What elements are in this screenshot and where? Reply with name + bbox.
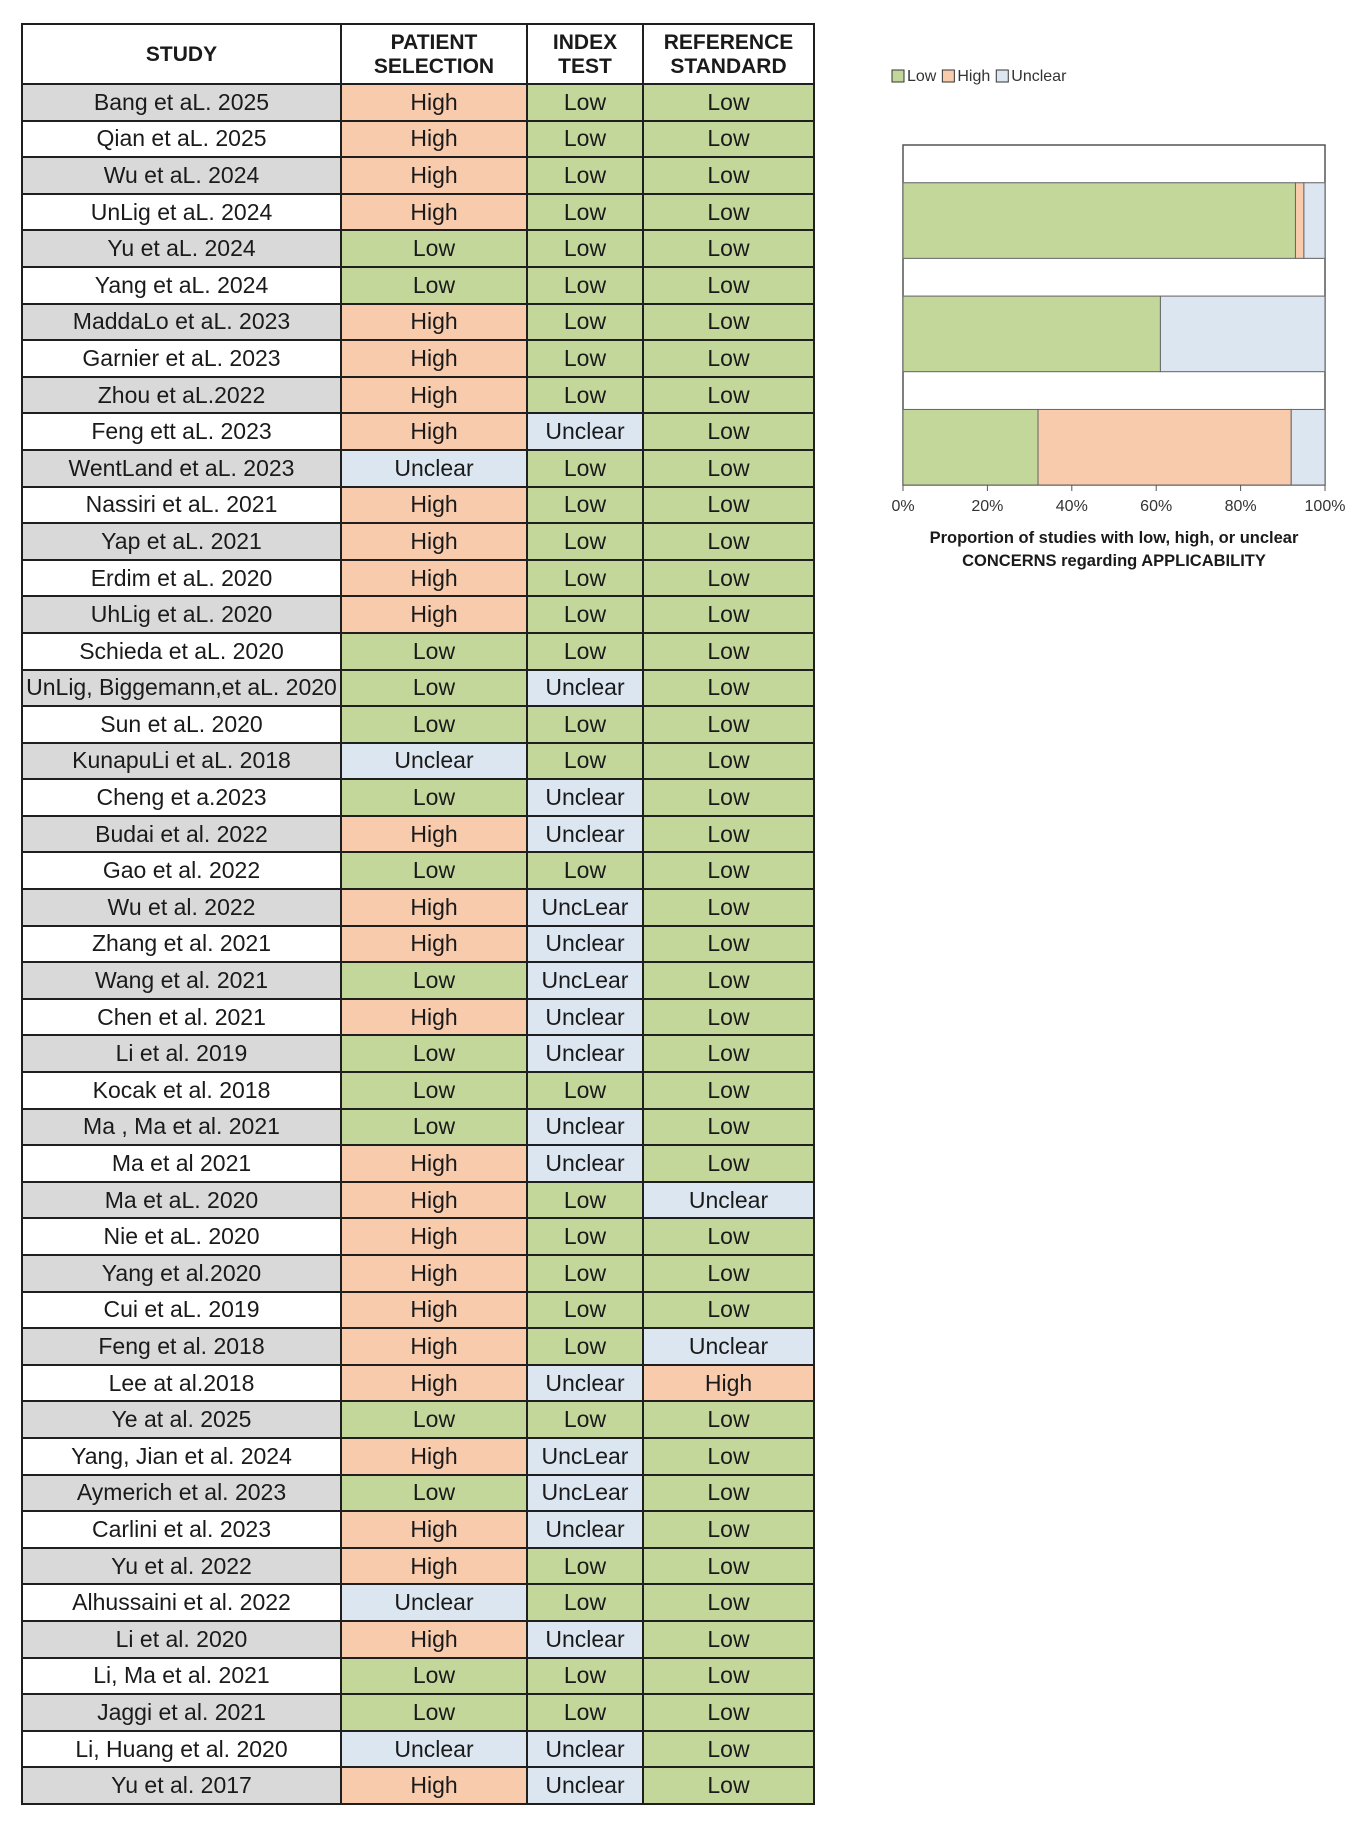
table-row [22,706,814,743]
reference-standard-cell: Low [643,1584,814,1621]
index-test-cell: Low [527,157,643,194]
table-row [22,1731,814,1768]
study-name-cell: Li et al. 2019 [22,1035,341,1072]
table-row [22,523,814,560]
table-row [22,926,814,963]
reference-standard-cell: Low [643,670,814,707]
patient-selection-cell: High [341,1621,527,1658]
reference-standard-cell: Low [643,121,814,158]
table-row [22,377,814,414]
study-name-cell: Nassiri et aL. 2021 [22,487,341,524]
table-row [22,304,814,341]
study-name-cell: Wu et aL. 2024 [22,157,341,194]
x-tick-label: 20% [971,498,1004,515]
study-name-cell: Yang et al.2020 [22,1255,341,1292]
reference-standard-cell: Low [643,999,814,1036]
reference-standard-cell: Low [643,889,814,926]
table-row [22,1694,814,1731]
patient-selection-cell: High [341,523,527,560]
bar-segment-unclear [1304,183,1325,259]
index-test-cell: Low [527,487,643,524]
table-row [22,1035,814,1072]
patient-selection-cell: High [341,1218,527,1255]
index-test-cell: Low [527,377,643,414]
reference-standard-cell: Low [643,1035,814,1072]
patient-selection-cell: High [341,1292,527,1329]
table-row [22,1182,814,1219]
patient-selection-cell: Low [341,670,527,707]
index-test-cell: UncLear [527,889,643,926]
index-test-cell: Low [527,706,643,743]
legend-label-unclear: Unclear [1011,68,1067,85]
reference-standard-cell: Low [643,706,814,743]
reference-standard-cell: Low [643,1292,814,1329]
bar-segment-low [903,409,1038,485]
study-name-cell: Wu et al. 2022 [22,889,341,926]
reference-standard-cell: Low [643,1145,814,1182]
table-row [22,1072,814,1109]
patient-selection-cell: High [341,1365,527,1402]
study-name-cell: Yap et aL. 2021 [22,523,341,560]
table-row [22,1401,814,1438]
legend-swatch-unclear [996,70,1008,82]
table-row [22,816,814,853]
table-row [22,1328,814,1365]
bar-segment-high [1038,409,1291,485]
reference-standard-cell: Low [643,84,814,121]
index-test-cell: Unclear [527,816,643,853]
header-row [22,24,814,84]
reference-standard-cell: Low [643,1109,814,1146]
applicability-chart [880,60,1350,580]
bar-segment-low [903,183,1295,259]
reference-standard-cell: Low [643,1511,814,1548]
header-reference-standard: REFERENCE STANDARD [643,24,814,84]
patient-selection-cell: Low [341,1694,527,1731]
patient-selection-cell: Low [341,852,527,889]
patient-selection-cell: Unclear [341,743,527,780]
study-name-cell: Ma , Ma et al. 2021 [22,1109,341,1146]
patient-selection-cell: Unclear [341,1584,527,1621]
patient-selection-cell: High [341,1548,527,1585]
study-name-cell: Feng ett aL. 2023 [22,413,341,450]
patient-selection-cell: Low [341,706,527,743]
table-row [22,779,814,816]
index-test-cell: Low [527,1658,643,1695]
study-name-cell: Qian et aL. 2025 [22,121,341,158]
study-name-cell: Garnier et aL. 2023 [22,340,341,377]
header-index-test: INDEX TEST [527,24,643,84]
patient-selection-cell: High [341,1328,527,1365]
index-test-cell: Unclear [527,1621,643,1658]
study-name-cell: Yu et al. 2022 [22,1548,341,1585]
table-row [22,999,814,1036]
patient-selection-cell: Low [341,779,527,816]
reference-standard-cell: Low [643,1694,814,1731]
index-test-cell: Low [527,340,643,377]
table-row [22,487,814,524]
table-row [22,121,814,158]
reference-standard-cell: Low [643,962,814,999]
study-name-cell: Budai et al. 2022 [22,816,341,853]
table-row [22,1658,814,1695]
bar-segment-unclear [1291,409,1325,485]
table-row [22,1145,814,1182]
table-row [22,157,814,194]
study-name-cell: Ma et al 2021 [22,1145,341,1182]
study-name-cell: Yu et aL. 2024 [22,230,341,267]
study-name-cell: Kocak et al. 2018 [22,1072,341,1109]
index-test-cell: Low [527,560,643,597]
reference-standard-cell: Low [643,1548,814,1585]
index-test-cell: Low [527,1694,643,1731]
reference-standard-cell: Low [643,743,814,780]
table-row [22,1218,814,1255]
legend-swatch-high [942,70,954,82]
reference-standard-cell: Low [643,157,814,194]
reference-standard-cell: Low [643,560,814,597]
patient-selection-cell: High [341,560,527,597]
patient-selection-cell: High [341,1438,527,1475]
study-name-cell: Li et al. 2020 [22,1621,341,1658]
header-patient-selection: PATIENT SELECTION [341,24,527,84]
table-row [22,230,814,267]
index-test-cell: Low [527,84,643,121]
reference-standard-cell: Low [643,1767,814,1804]
study-name-cell: Yu et al. 2017 [22,1767,341,1804]
index-test-cell: Unclear [527,413,643,450]
study-name-cell: Wang et al. 2021 [22,962,341,999]
table-row [22,962,814,999]
table-row [22,633,814,670]
patient-selection-cell: High [341,926,527,963]
table-row [22,450,814,487]
table-row [22,670,814,707]
reference-standard-cell: Low [643,816,814,853]
patient-selection-cell: Low [341,1109,527,1146]
reference-standard-cell: Unclear [643,1182,814,1219]
index-test-cell: Unclear [527,1035,643,1072]
index-test-cell: Unclear [527,1109,643,1146]
index-test-cell: Unclear [527,1511,643,1548]
index-test-cell: Low [527,1182,643,1219]
index-test-cell: Low [527,267,643,304]
reference-standard-cell: Low [643,1218,814,1255]
reference-standard-cell: Low [643,1401,814,1438]
patient-selection-cell: Low [341,962,527,999]
patient-selection-cell: High [341,121,527,158]
study-name-cell: UhLig et aL. 2020 [22,596,341,633]
patient-selection-cell: High [341,157,527,194]
patient-selection-cell: High [341,194,527,231]
table-row [22,1511,814,1548]
patient-selection-cell: Unclear [341,450,527,487]
table-row [22,340,814,377]
study-name-cell: Cui et aL. 2019 [22,1292,341,1329]
index-test-cell: Unclear [527,1767,643,1804]
index-test-cell: Unclear [527,1731,643,1768]
index-test-cell: Low [527,852,643,889]
reference-standard-cell: Low [643,779,814,816]
study-name-cell: WentLand et aL. 2023 [22,450,341,487]
patient-selection-cell: Low [341,1401,527,1438]
index-test-cell: Low [527,1292,643,1329]
x-tick-label: 0% [891,498,915,515]
reference-standard-cell: Unclear [643,1328,814,1365]
table-row [22,413,814,450]
patient-selection-cell: Low [341,267,527,304]
reference-standard-cell: Low [643,194,814,231]
quadas-table [21,23,815,1805]
x-tick-label: 80% [1224,498,1257,515]
reference-standard-cell: High [643,1365,814,1402]
table-row [22,1109,814,1146]
x-tick-label: 60% [1140,498,1173,515]
index-test-cell: Low [527,1072,643,1109]
table-row [22,1475,814,1512]
patient-selection-cell: High [341,816,527,853]
reference-standard-cell: Low [643,1731,814,1768]
reference-standard-cell: Low [643,1072,814,1109]
study-name-cell: Li, Huang et al. 2020 [22,1731,341,1768]
table-row [22,1255,814,1292]
table-row [22,267,814,304]
study-name-cell: Sun et aL. 2020 [22,706,341,743]
index-test-cell: Low [527,1255,643,1292]
study-name-cell: Ma et aL. 2020 [22,1182,341,1219]
table-row [22,560,814,597]
patient-selection-cell: High [341,377,527,414]
table-row [22,1548,814,1585]
patient-selection-cell: High [341,1182,527,1219]
bar-segment-unclear [1160,296,1325,372]
legend-swatch-low [892,70,904,82]
table-row [22,1292,814,1329]
x-tick-label: 40% [1055,498,1088,515]
reference-standard-cell: Low [643,450,814,487]
study-name-cell: UnLig, Biggemann,et aL. 2020 [22,670,341,707]
table-row [22,194,814,231]
study-name-cell: Li, Ma et al. 2021 [22,1658,341,1695]
x-axis-label: CONCERNS regarding APPLICABILITY [962,552,1266,570]
patient-selection-cell: High [341,596,527,633]
index-test-cell: Low [527,523,643,560]
index-test-cell: Unclear [527,1365,643,1402]
patient-selection-cell: Low [341,1035,527,1072]
patient-selection-cell: High [341,1767,527,1804]
table-row [22,743,814,780]
reference-standard-cell: Low [643,633,814,670]
reference-standard-cell: Low [643,304,814,341]
table-row [22,1621,814,1658]
index-test-cell: Low [527,194,643,231]
patient-selection-cell: High [341,340,527,377]
study-name-cell: Zhang et al. 2021 [22,926,341,963]
patient-selection-cell: Low [341,1658,527,1695]
index-test-cell: Low [527,121,643,158]
index-test-cell: Low [527,1218,643,1255]
study-name-cell: Ye at al. 2025 [22,1401,341,1438]
table-row [22,1365,814,1402]
table-row [22,852,814,889]
index-test-cell: Low [527,1584,643,1621]
legend-label-high: High [957,68,991,85]
index-test-cell: UncLear [527,1438,643,1475]
index-test-cell: Low [527,1328,643,1365]
study-name-cell: Feng et al. 2018 [22,1328,341,1365]
patient-selection-cell: High [341,889,527,926]
index-test-cell: Low [527,596,643,633]
table-row [22,84,814,121]
legend-label-low: Low [907,68,937,85]
reference-standard-cell: Low [643,596,814,633]
patient-selection-cell: Low [341,1475,527,1512]
header-study: STUDY [22,24,341,84]
study-name-cell: Jaggi et al. 2021 [22,1694,341,1731]
table-body [22,84,814,1804]
reference-standard-cell: Low [643,413,814,450]
index-test-cell: UncLear [527,1475,643,1512]
patient-selection-cell: High [341,487,527,524]
index-test-cell: Unclear [527,999,643,1036]
study-name-cell: UnLig et aL. 2024 [22,194,341,231]
reference-standard-cell: Low [643,1658,814,1695]
reference-standard-cell: Low [643,377,814,414]
study-name-cell: Carlini et al. 2023 [22,1511,341,1548]
patient-selection-cell: High [341,1511,527,1548]
reference-standard-cell: Low [643,1438,814,1475]
patient-selection-cell: High [341,304,527,341]
table-row [22,1767,814,1804]
study-name-cell: Aymerich et al. 2023 [22,1475,341,1512]
index-test-cell: Low [527,450,643,487]
index-test-cell: Unclear [527,670,643,707]
index-test-cell: Unclear [527,1145,643,1182]
study-name-cell: Bang et aL. 2025 [22,84,341,121]
patient-selection-cell: Low [341,230,527,267]
study-name-cell: Erdim et aL. 2020 [22,560,341,597]
reference-standard-cell: Low [643,487,814,524]
index-test-cell: UncLear [527,962,643,999]
study-name-cell: Zhou et aL.2022 [22,377,341,414]
study-name-cell: Yang et aL. 2024 [22,267,341,304]
patient-selection-cell: Unclear [341,1731,527,1768]
index-test-cell: Low [527,633,643,670]
index-test-cell: Unclear [527,779,643,816]
reference-standard-cell: Low [643,926,814,963]
reference-standard-cell: Low [643,340,814,377]
reference-standard-cell: Low [643,852,814,889]
reference-standard-cell: Low [643,230,814,267]
study-name-cell: Lee at al.2018 [22,1365,341,1402]
patient-selection-cell: High [341,999,527,1036]
study-name-cell: Nie et aL. 2020 [22,1218,341,1255]
patient-selection-cell: High [341,84,527,121]
reference-standard-cell: Low [643,1255,814,1292]
x-tick-label: 100% [1304,498,1346,515]
patient-selection-cell: High [341,1145,527,1182]
study-name-cell: KunapuLi et aL. 2018 [22,743,341,780]
patient-selection-cell: High [341,1255,527,1292]
table-row [22,1438,814,1475]
x-axis-label: Proportion of studies with low, high, or unclear [929,529,1299,547]
bar-segment-high [1295,183,1303,259]
study-name-cell: Cheng et a.2023 [22,779,341,816]
patient-selection-cell: Low [341,1072,527,1109]
study-name-cell: Schieda et aL. 2020 [22,633,341,670]
table-row [22,1584,814,1621]
study-name-cell: Yang, Jian et al. 2024 [22,1438,341,1475]
reference-standard-cell: Low [643,1475,814,1512]
table-row [22,596,814,633]
index-test-cell: Low [527,1401,643,1438]
table-row [22,889,814,926]
index-test-cell: Low [527,743,643,780]
bar-segment-low [903,296,1160,372]
reference-standard-cell: Low [643,1621,814,1658]
index-test-cell: Low [527,304,643,341]
reference-standard-cell: Low [643,523,814,560]
patient-selection-cell: High [341,413,527,450]
study-name-cell: Gao et al. 2022 [22,852,341,889]
reference-standard-cell: Low [643,267,814,304]
index-test-cell: Unclear [527,926,643,963]
study-name-cell: MaddaLo et aL. 2023 [22,304,341,341]
patient-selection-cell: Low [341,633,527,670]
index-test-cell: Low [527,1548,643,1585]
index-test-cell: Low [527,230,643,267]
study-name-cell: Chen et al. 2021 [22,999,341,1036]
study-name-cell: Alhussaini et al. 2022 [22,1584,341,1621]
